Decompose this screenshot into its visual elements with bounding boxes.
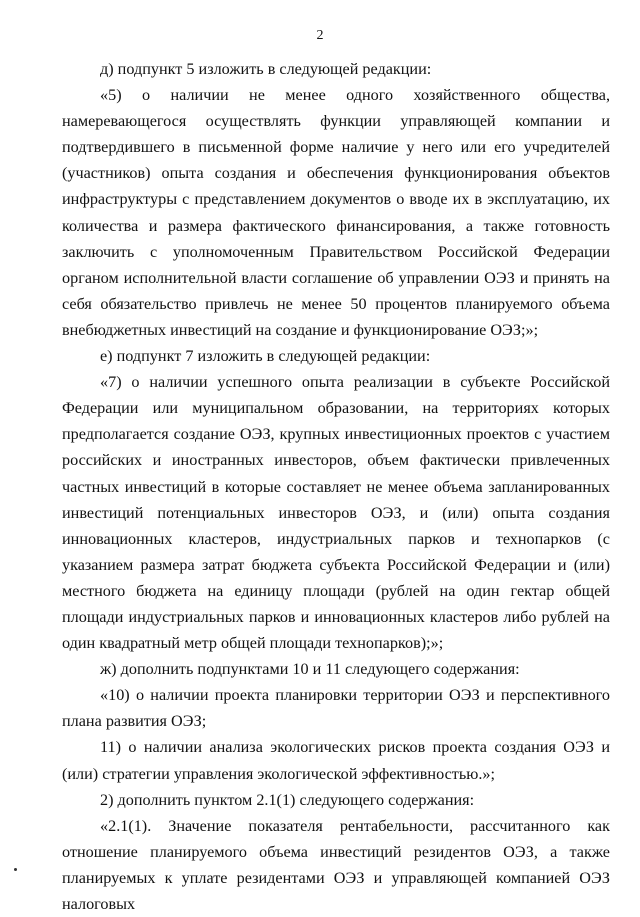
scan-speck bbox=[14, 868, 17, 871]
document-body bbox=[62, 56, 610, 917]
paragraph-item-7: «7) о наличии успешного опыта реализации в субъекте Российской Федерации или муниципальном образовании, на территориях которых предполагается создание ОЭЗ, крупных инвестиционных проектов с участием российских и иностранных инвесторов, объем фактически привлеченных частных инвестиций в которые составляет не менее объема запланированных инвестиций потенциальных инвесторов ОЭЗ, и (или) опыта создания инновационных кластеров, индустриальных парков и технопарков (с указанием размера затрат бюджета субъекта Российской Федерации и (или) местного бюджета на единицу площади (рублей на один гектар общей площади индустриальных парков и инновационных кластеров либо рублей на один квадратный метр общей площади технопарков);»; bbox=[62, 373, 610, 653]
paragraph-subitem-zh: ж) дополнить подпунктами 10 и 11 следующего содержания: bbox=[100, 660, 520, 679]
page-number: 2 bbox=[316, 28, 324, 43]
paragraph-subitem-e: е) подпункт 7 изложить в следующей редакции: bbox=[100, 347, 431, 366]
paragraph-point-2: 2) дополнить пунктом 2.1(1) следующего содержания: bbox=[100, 790, 475, 809]
paragraph-item-11: 11) о наличии анализа экологических рисков проекта создания ОЭЗ и (или) стратегии управления экологической эффективностью.»; bbox=[62, 738, 610, 783]
paragraph-item-10: «10) о наличии проекта планировки территории ОЭЗ и перспективного плана развития ОЭЗ; bbox=[62, 686, 610, 731]
paragraph-subitem-d: д) подпункт 5 изложить в следующей редакции: bbox=[100, 60, 432, 78]
paragraph-item-5: «5) о наличии не менее одного хозяйственного общества, намеревающегося осуществлять функции управляющей компании и подтвердившего в письменной форме наличие у него или его учредителей (участников) опыта создания и обеспечения функционирования объектов инфраструктуры с представлением документов о вводе их в эксплуатацию, их количества и размера фактического финансирования, а также готовность заключить с уполномоченным Правительством Российской Федерации органом исполнительной власти соглашение об управлении ОЭЗ и принять на себя обязательство привлечь не менее 50 процентов планируемого объема внебюджетных инвестиций на создание и функционирование ОЭЗ;»; bbox=[62, 86, 610, 339]
paragraph-point-2-1-1: «2.1(1). Значение показателя рентабельности, рассчитанного как отношение планируемого объема инвестиций резидентов ОЭЗ, а также планируемых к уплате резидентами ОЭЗ и управляющей компанией ОЭЗ налоговых bbox=[62, 816, 610, 913]
